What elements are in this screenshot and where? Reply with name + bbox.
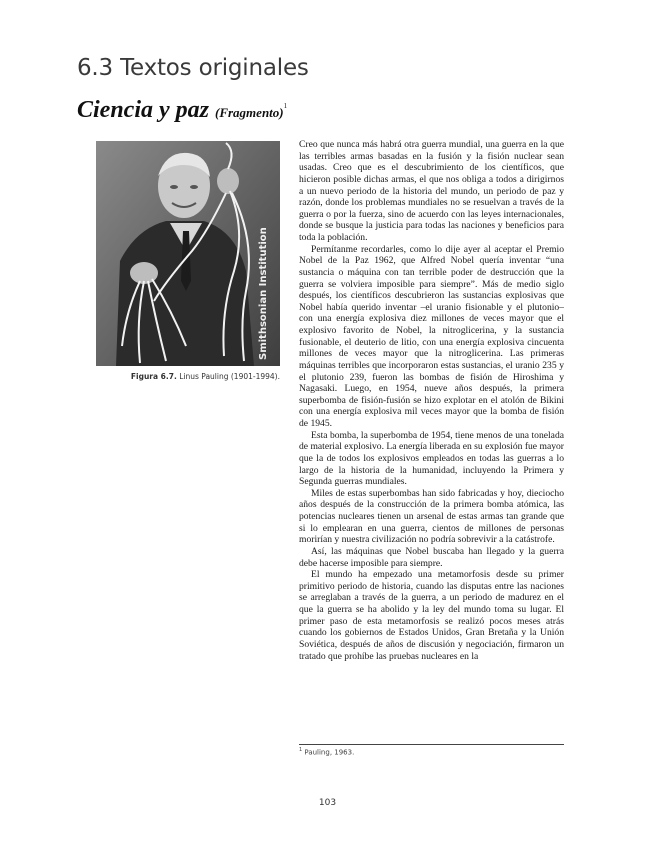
- footnote-text: Pauling, 1963.: [302, 748, 355, 757]
- article-heading: [77, 97, 287, 124]
- body-paragraph: Así, las máquinas que Nobel buscaba han llegado y la guerra debe hacerse imposible para siempre.: [299, 545, 564, 569]
- page-number: 103: [318, 798, 337, 808]
- portrait-photo: [96, 141, 280, 366]
- article-subtitle: (Fragmento): [215, 105, 284, 120]
- body-paragraph: El mundo ha empezado una metamorfosis desde su primer primitivo periodo de historia, cuando las disputas entre las naciones se arreglaban a través de la guerra, a un periodo de madurez en el que la guerra se ha abolido y la ley del mundo toma su lugar. El primer paso de esta metamorfosis se realizó pocos meses atrás cuando los gobiernos de Estados Unidos, Gran Bretaña y la Unión Soviética, después de años de discusión y negociación, firmaron un tratado que prohíbe las pruebas nucleares en la: [299, 569, 564, 662]
- section-title: 6.3 Textos originales: [77, 55, 309, 81]
- caption-label: Figura 6.7.: [130, 372, 177, 381]
- body-paragraph: Creo que nunca más habrá otra guerra mundial, una guerra en la que las terribles armas basadas en la fusión y la fisión nuclear sean usadas. Creo que es el descubrimiento de los científicos, que hicieron posible dichas armas, el que nos obliga a todos a dirigirnos a un nuevo periodo de la historia del mundo, un periodo de paz y razón, donde los problemas mundiales no se resuelvan a través de la guerra o por la fuerza, sino de acuerdo con las leyes internacionales, donde se busque la justicia para todas las naciones y beneficios para toda la población.: [299, 139, 564, 243]
- photo-credit: Smithsonian Institution: [258, 227, 269, 360]
- figure-caption: [96, 372, 280, 381]
- body-paragraph: Esta bomba, la superbomba de 1954, tiene menos de una tonelada de material explosivo. La energía liberada en su explosión fue mayor que la de todos los explosivos empleados en todas las guerras a lo largo de la historia de la humanidad, incluyendo la Primera y Segunda guerras mundiales.: [299, 429, 564, 488]
- footnote-divider: [299, 744, 564, 745]
- body-paragraph: Miles de estas superbombas han sido fabricadas y hoy, dieciocho años después de la construcción de la primera bomba atómica, las potencias nucleares tienen un arsenal de estas armas tan grande que si lo emplearan en una guerra, cientos de millones de personas morirían y nuestra civilización no podría sobrevivir a la catástrofe.: [299, 487, 564, 546]
- footnote: [299, 747, 354, 756]
- body-paragraph: Permítanme recordarles, como lo dije ayer al aceptar el Premio Nobel de la Paz 1962, que Alfred Nobel quería inventar “una sustancia o máquina con tan terrible poder de destrucción que la guerra se volviera imposible para siempre”. Más de medio siglo después, los científicos descubrieron las sustancias explosivas que Nobel había querido inventar –el uranio fisionable y el plutonio– con una energía explosiva diez millones de veces mayor que el explosivo favorito de Nobel, la nitroglicerina, y la sustancia fusionable, el deuterio de litio, con una energía explosiva cincuenta millones de veces mayor que la nitroglicerina. Las primeras máquinas terribles que incorporaron estas sustancias, el uranio 235 y el plutonio 239, fueron las bombas de fisión de Hiroshima y Nagasaki. Luego, en 1954, nueve años después, la primera superbomba de fisión-fusión se hizo explotar en el atolón de Bikini con una energía explosiva mil veces mayor que la bomba de fisión de 1945.: [299, 243, 564, 429]
- footnote-reference: 1: [283, 102, 288, 110]
- article-body: [299, 139, 564, 741]
- footnote-marker: 1: [299, 747, 303, 753]
- caption-text: Linus Pauling (1901-1994).: [176, 372, 280, 381]
- article-title: Ciencia y paz: [77, 97, 209, 123]
